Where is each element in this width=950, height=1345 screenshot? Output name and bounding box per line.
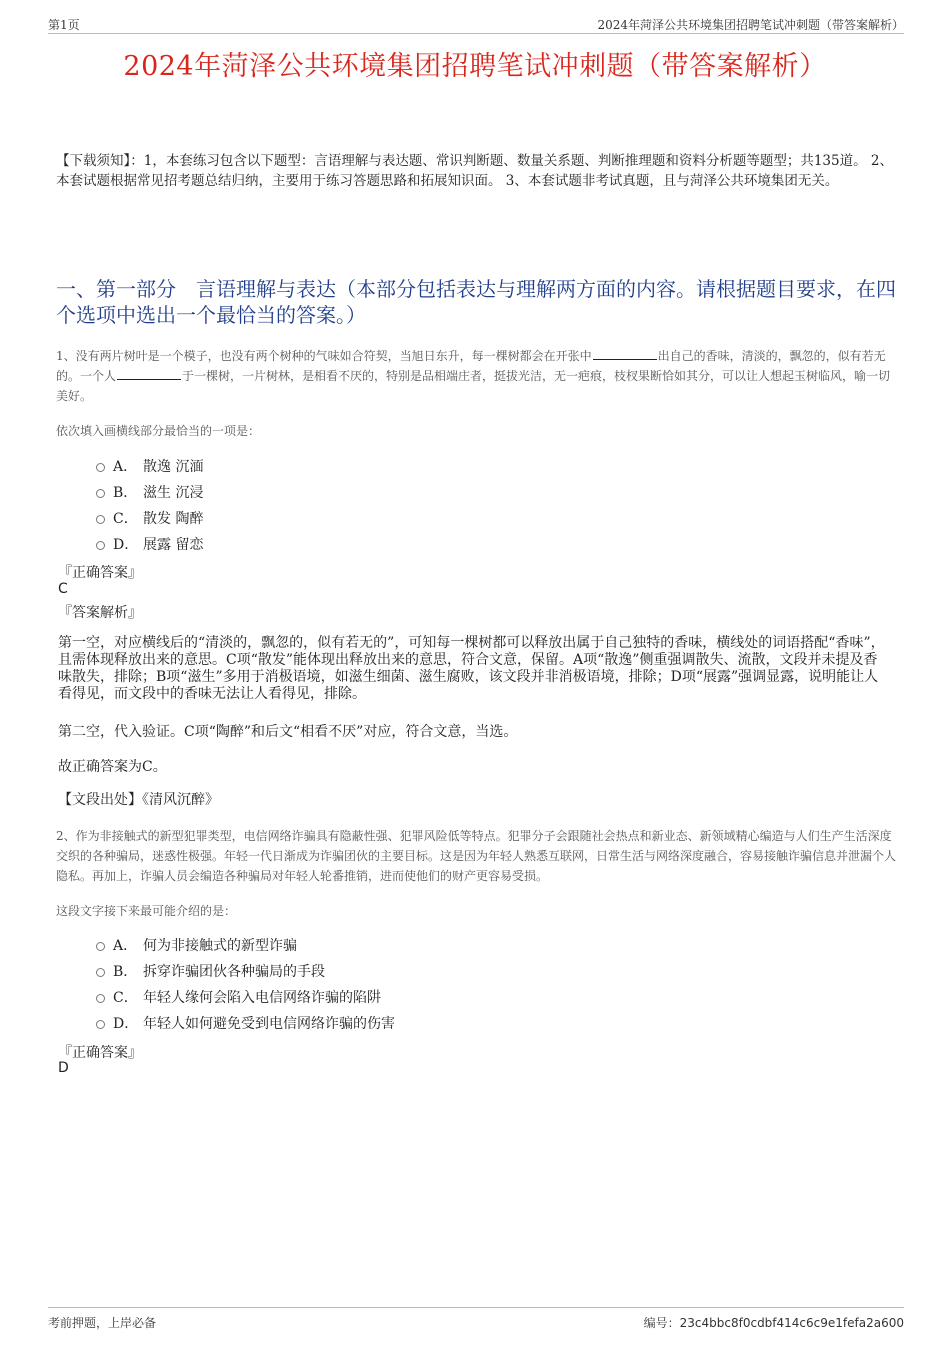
footer-slogan: 考前押题，上岸必备: [48, 1316, 157, 1330]
option-d[interactable]: D． 展露 留恋: [96, 531, 203, 557]
radio-button-icon[interactable]: [96, 968, 105, 977]
radio-button-icon[interactable]: [96, 541, 105, 550]
header-doc-title: 2024年菏泽公共环境集团招聘笔试冲刺题（带答案解析）: [597, 18, 904, 32]
question-2-options: [96, 932, 395, 1036]
question-1-text: 1、没有两片树叶是一个模子，也没有两个树种的气味如合符契，当旭日东升，每一棵树都会在开张中 出自己的香味，清淡的，飘忽的，似有若无的。一个人 于一棵树，一片树林，是相看不厌的，特别是品相端庄者，挺拔光洁，无一疤痕，枝杈果断恰如其分，可以让人想起玉树临风，喻一切美好。: [56, 349, 891, 403]
source-citation: 【文段出处】《清风沉醉》: [58, 792, 219, 808]
download-notice: 【下载须知】：1，本套练习包含以下题型：言语理解与表达题、常识判断题、数量关系题、判断推理题和资料分析题等题型；共135道。 2、本套试题根据常见招考题总结归纳，主要用于练习答题思路和拓展知识面。 3、本套试题非考试真题，且与菏泽公共环境集团无关。: [56, 153, 893, 189]
radio-button-icon[interactable]: [96, 515, 105, 524]
radio-button-icon[interactable]: [96, 463, 105, 472]
page-header: [48, 14, 904, 34]
radio-button-icon[interactable]: [96, 1020, 105, 1029]
question-1-prompt: 依次填入画横线部分最恰当的一项是：: [56, 424, 261, 438]
analysis-label: 『答案解析』: [58, 605, 142, 621]
analysis-paragraph-3: 故正确答案为C。: [58, 759, 167, 775]
radio-button-icon[interactable]: [96, 994, 105, 1003]
blank-2: [117, 367, 181, 380]
document-title: 2024年菏泽公共环境集团招聘笔试冲刺题（带答案解析）: [123, 51, 827, 82]
answer-label: 『正确答案』: [58, 565, 142, 581]
page-number: 第1页: [48, 18, 80, 32]
blank-1: [593, 347, 657, 360]
question-2-prompt: 这段文字接下来最可能介绍的是：: [56, 904, 237, 918]
correct-answer: C: [58, 581, 68, 597]
question-1-options: [96, 453, 203, 557]
section-heading: 一、第一部分 言语理解与表达（本部分包括表达与理解两方面的内容。请根据题目要求，在四个选项中选出一个最恰当的答案。）: [56, 277, 896, 327]
radio-button-icon[interactable]: [96, 942, 105, 951]
question-2-text: 2、作为非接触式的新型犯罪类型，电信网络诈骗具有隐蔽性强、犯罪风险低等特点。犯罪分子会跟随社会热点和新业态、新领域精心编造与人们生产生活深度交织的各种骗局，迷惑性极强。年轻一代日渐成为诈骗团伙的主要目标。这是因为年轻人熟悉互联网，日常生活与网络深度融合，容易接触诈骗信息并泄漏个人隐私。再加上，诈骗人员会编造各种骗局对年轻人轮番推销，进而使他们的财产更容易受损。: [56, 829, 897, 883]
option-b[interactable]: B． 滋生 沉浸: [96, 479, 203, 505]
analysis-paragraph-1: 第一空，对应横线后的“清淡的，飘忽的，似有若无的”，可知每一棵树都可以释放出属于自己独特的香味，横线处的词语搭配“香味”，且需体现释放出来的意思。C项“散发”能体现出释放出来的意思，符合文意，保留。A项“散逸”侧重强调散失、流散，文段并未提及香味散失，排除；B项“滋生”多用于消极语境，如滋生细菌、滋生腐败，该文段并非消极语境，排除；D项“展露”强调显露，说明能让人看得见，而文段中的香味无法让人看得见，排除。: [58, 635, 885, 702]
option-c[interactable]: C． 年轻人缘何会陷入电信网络诈骗的陷阱: [96, 984, 395, 1010]
option-b[interactable]: B． 拆穿诈骗团伙各种骗局的手段: [96, 958, 395, 984]
document-code: 编号：23c4bbc8f0cdbf414c6c9e1fefa2a600: [643, 1316, 904, 1330]
answer-label: 『正确答案』: [58, 1045, 142, 1061]
radio-button-icon[interactable]: [96, 489, 105, 498]
page-footer: [48, 1307, 904, 1330]
option-a[interactable]: A． 散逸 沉湎: [96, 453, 203, 479]
option-d[interactable]: D． 年轻人如何避免受到电信网络诈骗的伤害: [96, 1010, 395, 1036]
option-a[interactable]: A． 何为非接触式的新型诈骗: [96, 932, 395, 958]
correct-answer: D: [58, 1060, 69, 1076]
option-c[interactable]: C． 散发 陶醉: [96, 505, 203, 531]
analysis-paragraph-2: 第二空，代入验证。C项“陶醉”和后文“相看不厌”对应，符合文意，当选。: [58, 724, 518, 740]
